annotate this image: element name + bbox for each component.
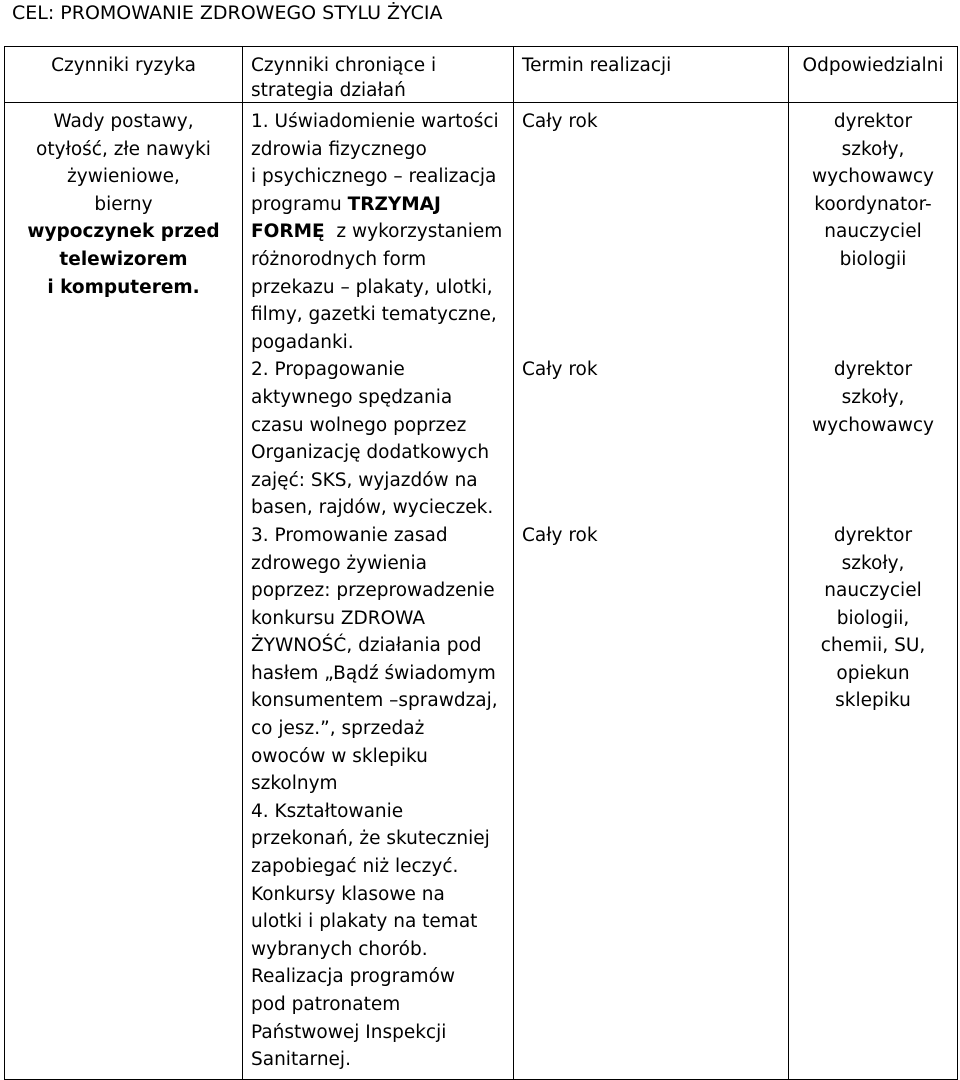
risk-line: Wady postawy, <box>53 111 194 132</box>
term-entry-2: Cały rok <box>522 359 598 381</box>
responsible-3-line: sklepiku <box>835 690 911 712</box>
risk-line: bierny <box>94 193 153 215</box>
risk-line: żywieniowe, <box>67 166 180 188</box>
action-2-line: zajęć: SKS, wyjazdów na <box>251 469 478 491</box>
action-3-line: konkursu ZDROWA <box>251 607 426 629</box>
program-name-bold: TRZYMAJ <box>347 193 441 215</box>
action-2-line: Organizację dodatkowych <box>251 442 490 464</box>
risk-line-bold: wypoczynek przed <box>27 221 220 243</box>
responsible-3-line: opiekun <box>836 662 910 684</box>
header-protect-line-1: Czynniki chroniące i <box>251 55 437 76</box>
header-protective-factors <box>243 47 514 103</box>
action-3-line: co jesz.”, sprzedaż <box>251 718 425 740</box>
risk-line-bold: i komputerem. <box>47 276 200 298</box>
risk-line: otyłość, złe nawyki <box>36 138 211 160</box>
responsible-1-line: nauczyciel <box>824 221 922 243</box>
program-label: programu <box>251 193 348 215</box>
action-4-line: zapobiegać niż leczyć. <box>251 856 459 878</box>
responsible-3-line: szkoły, <box>841 552 905 574</box>
responsible-3-line: chemii, SU, <box>820 635 926 657</box>
responsible-3-line: nauczyciel <box>824 580 922 602</box>
action-1-line: i psychicznego – realizacja <box>251 166 497 188</box>
action-2-line: aktywnego spędzania <box>251 386 453 408</box>
responsible-1-line: koordynator- <box>814 193 932 215</box>
responsible-cell <box>789 103 958 1080</box>
responsible-2-line: szkoły, <box>841 386 905 408</box>
responsible-1-line: biologii <box>839 248 907 270</box>
header-risk-label: Czynniki ryzyka <box>51 55 196 76</box>
header-risk-factors <box>5 47 243 103</box>
action-2-line: czasu wolnego poprzez <box>251 414 467 436</box>
action-3-line: zdrowego żywienia <box>251 552 427 574</box>
page-title: CEL: PROMOWANIE ZDROWEGO STYLU ŻYCIA <box>12 2 443 24</box>
action-3-line: hasłem „Bądź świadomym <box>251 662 496 684</box>
responsible-3-line: biologii, <box>836 607 910 629</box>
table-row <box>5 103 958 1080</box>
term-entry-3: Cały rok <box>522 524 598 546</box>
responsible-3-line: dyrektor <box>833 524 913 546</box>
responsible-2-line: wychowawcy <box>811 414 934 436</box>
prevention-plan-table <box>4 46 958 1080</box>
term-cell <box>514 103 789 1080</box>
action-1-line: pogadanki. <box>251 331 354 353</box>
action-1-line <box>251 218 505 246</box>
term-entry-1: Cały rok <box>522 111 598 132</box>
header-protect-line-2: strategia działań <box>251 79 406 101</box>
action-3-line: poprzez: przeprowadzenie <box>251 580 495 602</box>
action-3-line: ŻYWNOŚĆ, działania pod <box>251 635 482 657</box>
action-3-line: 3. Promowanie zasad <box>251 524 448 546</box>
action-1-line: zdrowia fizycznego <box>251 138 427 160</box>
program-usage: z wykorzystaniem <box>324 221 503 243</box>
action-1-line: 1. Uświadomienie wartości <box>251 111 499 132</box>
action-2-line: 2. Propagowanie <box>251 359 405 381</box>
header-responsible-label: Odpowiedzialni <box>802 55 944 76</box>
header-term <box>514 47 789 103</box>
action-3-line: szkolnym <box>251 773 338 795</box>
action-1-line <box>251 191 505 219</box>
action-4-line: Konkursy klasowe na <box>251 883 445 905</box>
action-2-line: basen, rajdów, wycieczek. <box>251 497 494 519</box>
action-3-line: owoców w sklepiku <box>251 745 428 767</box>
program-name-bold: FORMĘ <box>251 221 325 243</box>
header-responsible <box>789 47 958 103</box>
action-3-line: konsumentem –sprawdzaj, <box>251 690 498 712</box>
responsible-2-line: dyrektor <box>833 359 913 381</box>
table-header-row <box>5 47 958 103</box>
responsible-1-line: dyrektor <box>833 111 913 132</box>
risk-line-bold: telewizorem <box>59 248 188 270</box>
action-4-line: pod patronatem <box>251 994 401 1015</box>
action-4-line: Państwowej Inspekcji <box>251 1021 447 1043</box>
action-4-line: ulotki i plakaty na temat <box>251 911 478 933</box>
actions-cell <box>243 103 514 1080</box>
responsible-1-line: szkoły, <box>841 138 905 160</box>
action-4-line: Realizacja programów <box>251 966 456 988</box>
responsible-1-line: wychowawcy <box>811 166 934 188</box>
risk-factors-cell <box>5 103 243 1080</box>
action-4-line: 4. Kształtowanie <box>251 800 404 822</box>
action-4-line: wybranych chorób. <box>251 938 428 960</box>
action-4-line: przekonań, że skuteczniej <box>251 828 490 850</box>
action-4-line: Sanitarnej. <box>251 1049 351 1071</box>
action-1-line: różnorodnych form <box>251 248 427 270</box>
action-1-line: przekazu – plakaty, ulotki, <box>251 276 493 298</box>
action-1-line: filmy, gazetki tematyczne, <box>251 304 497 326</box>
header-term-label: Termin realizacji <box>522 55 672 76</box>
